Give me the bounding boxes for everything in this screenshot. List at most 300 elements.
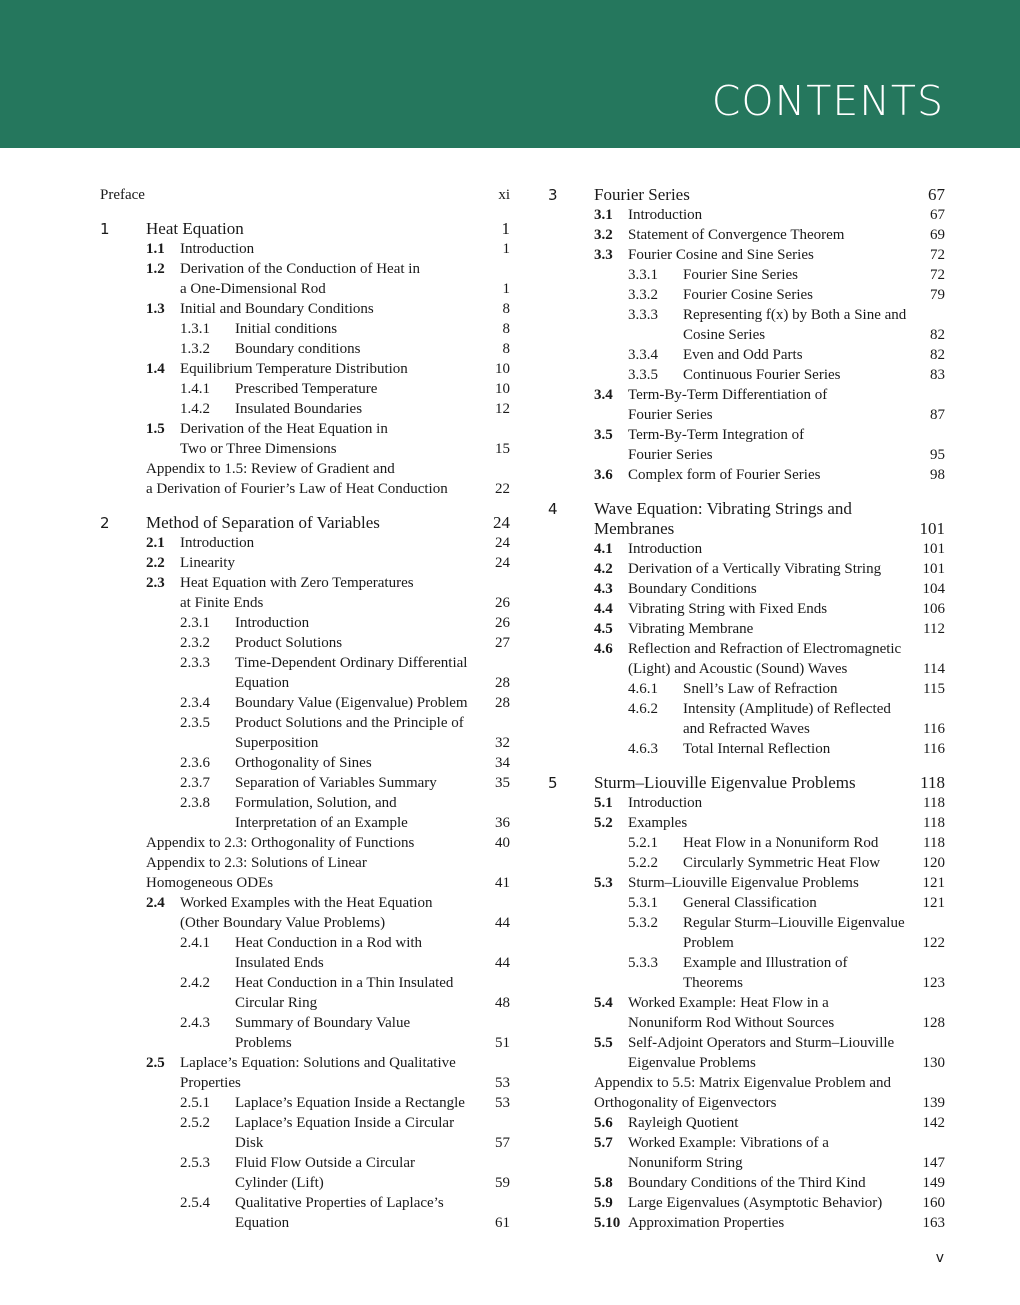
page-ref: 82 xyxy=(930,327,945,343)
section-title-continued: Two or Three Dimensions xyxy=(180,441,337,457)
subsection-title-continued: Circular Ring xyxy=(235,995,318,1011)
toc-subsection-2-5-3[interactable] xyxy=(100,1153,510,1193)
toc-section-3-3[interactable] xyxy=(548,245,945,265)
toc-subsection-4-6-1[interactable] xyxy=(548,679,945,699)
page-ref: 15 xyxy=(495,441,510,457)
page-ref: 61 xyxy=(495,1215,510,1231)
subsection-number: 2.3.3 xyxy=(180,655,210,671)
section-number: 5.1 xyxy=(594,795,613,811)
toc-subsection-1-4-2[interactable] xyxy=(100,399,510,419)
section-number: 1.3 xyxy=(146,301,165,317)
subsection-number: 3.3.5 xyxy=(628,367,658,383)
page-ref: 8 xyxy=(502,321,510,337)
section-title: Statement of Convergence Theorem xyxy=(628,227,845,243)
subsection-title: Example and Illustration of xyxy=(683,955,848,971)
subsection-title: Even and Odd Parts xyxy=(683,347,803,363)
page-ref: 41 xyxy=(495,875,510,891)
section-title: Rayleigh Quotient xyxy=(628,1115,739,1131)
section-number: 4.5 xyxy=(594,621,613,637)
subsection-title: Fluid Flow Outside a Circular xyxy=(235,1155,415,1171)
section-title-continued: Fourier Series xyxy=(628,407,713,423)
subsection-number: 2.3.5 xyxy=(180,715,210,731)
page-ref: 149 xyxy=(922,1175,945,1191)
toc-appendix[interactable] xyxy=(100,853,510,893)
chapter-number: 5 xyxy=(548,774,558,792)
toc-appendix[interactable] xyxy=(548,1073,945,1113)
subsection-title: General Classification xyxy=(683,895,817,911)
section-title-continued: (Light) and Acoustic (Sound) Waves xyxy=(628,661,848,677)
toc-subsection-2-3-6[interactable] xyxy=(100,753,510,773)
toc-section-3-2[interactable] xyxy=(548,225,945,245)
section-title-continued: Eigenvalue Problems xyxy=(628,1055,756,1071)
toc-chapter-4[interactable] xyxy=(548,499,945,539)
toc-subsection-2-3-5[interactable] xyxy=(100,713,510,753)
subsection-title: Separation of Variables Summary xyxy=(235,775,437,791)
toc-subsection-2-3-1[interactable] xyxy=(100,613,510,633)
page-ref: 114 xyxy=(923,661,945,677)
section-title: Heat Equation with Zero Temperatures xyxy=(180,575,414,591)
appendix-title: Appendix to 5.5: Matrix Eigenvalue Problem and xyxy=(594,1075,892,1091)
subsection-number: 3.3.2 xyxy=(628,287,658,303)
page-ref: 118 xyxy=(920,773,945,792)
subsection-title: Product Solutions and the Principle of xyxy=(235,715,464,731)
section-title: Boundary Conditions xyxy=(628,581,757,597)
subsection-title: Boundary conditions xyxy=(235,341,361,357)
toc-subsection-2-5-1[interactable] xyxy=(100,1093,510,1113)
section-title: Introduction xyxy=(628,207,703,223)
toc-section-3-4[interactable] xyxy=(548,385,945,425)
toc-appendix[interactable] xyxy=(100,459,510,499)
chapter-title: Method of Separation of Variables xyxy=(146,513,380,532)
section-title: Sturm–Liouville Eigenvalue Problems xyxy=(628,875,859,891)
section-title-continued: Properties xyxy=(180,1075,241,1091)
section-number: 5.6 xyxy=(594,1115,613,1131)
section-title-continued: a One-Dimensional Rod xyxy=(180,281,326,297)
subsection-number: 2.3.1 xyxy=(180,615,210,631)
section-number: 4.2 xyxy=(594,561,613,577)
section-title: Fourier Cosine and Sine Series xyxy=(628,247,814,263)
subsection-title: Heat Conduction in a Thin Insulated xyxy=(235,975,454,991)
toc-subsection-2-5-2[interactable] xyxy=(100,1113,510,1153)
header-banner xyxy=(0,0,1020,148)
subsection-number: 2.3.8 xyxy=(180,795,210,811)
toc-section-4-1[interactable] xyxy=(548,539,945,559)
section-title: Derivation of a Vertically Vibrating String xyxy=(628,561,882,577)
page-ref: 147 xyxy=(922,1155,945,1171)
section-number: 2.5 xyxy=(146,1055,165,1071)
chapter-title: Fourier Series xyxy=(594,185,690,204)
page-ref: 87 xyxy=(930,407,945,423)
section-number: 3.5 xyxy=(594,427,613,443)
page-ref: 26 xyxy=(495,615,510,631)
toc-right-column xyxy=(548,185,945,1233)
toc-chapter-2[interactable] xyxy=(100,513,510,533)
toc-section-1-4[interactable] xyxy=(100,359,510,379)
section-number: 2.1 xyxy=(146,535,165,551)
subsection-title-continued: Cosine Series xyxy=(683,327,766,343)
subsection-number: 4.6.1 xyxy=(628,681,658,697)
toc-subsection-2-5-4[interactable] xyxy=(100,1193,510,1233)
toc-left-column xyxy=(100,185,510,1233)
page-ref: 1 xyxy=(501,219,510,238)
subsection-number: 3.3.4 xyxy=(628,347,658,363)
toc-section-3-1[interactable] xyxy=(548,205,945,225)
subsection-title: Laplace’s Equation Inside a Rectangle xyxy=(235,1095,465,1111)
section-title: Large Eigenvalues (Asymptotic Behavior) xyxy=(628,1195,883,1211)
section-number: 3.6 xyxy=(594,467,613,483)
page-ref: 118 xyxy=(923,795,945,811)
section-title: Term-By-Term Integration of xyxy=(628,427,805,443)
toc-subsection-3-3-3[interactable] xyxy=(548,305,945,345)
toc-section-5-5[interactable] xyxy=(548,1033,945,1073)
section-title: Laplace’s Equation: Solutions and Qualitative xyxy=(180,1055,456,1071)
toc-section-4-5[interactable] xyxy=(548,619,945,639)
subsection-title: Introduction xyxy=(235,615,310,631)
subsection-title: Intensity (Amplitude) of Reflected xyxy=(683,701,891,717)
page-ref: 53 xyxy=(495,1095,510,1111)
toc-subsection-2-3-2[interactable] xyxy=(100,633,510,653)
subsection-title: Snell’s Law of Refraction xyxy=(683,681,838,697)
subsection-number: 2.3.4 xyxy=(180,695,210,711)
page-ref: 28 xyxy=(495,675,510,691)
subsection-number: 2.4.3 xyxy=(180,1015,210,1031)
toc-section-5-1[interactable] xyxy=(548,793,945,813)
appendix-title: Appendix to 2.3: Solutions of Linear xyxy=(146,855,367,871)
toc-section-5-7[interactable] xyxy=(548,1133,945,1173)
section-title: Introduction xyxy=(180,241,255,257)
page-ref: 24 xyxy=(495,555,510,571)
page-ref: 163 xyxy=(922,1215,945,1231)
toc-subsection-5-3-1[interactable] xyxy=(548,893,945,913)
toc-section-5-4[interactable] xyxy=(548,993,945,1033)
subsection-title-continued: Problems xyxy=(235,1035,292,1051)
section-number: 1.1 xyxy=(146,241,165,257)
section-title: Examples xyxy=(628,815,688,831)
toc-section-4-3[interactable] xyxy=(548,579,945,599)
page-ref: 128 xyxy=(922,1015,945,1031)
toc-section-4-6[interactable] xyxy=(548,639,945,679)
page-ref: 10 xyxy=(495,381,510,397)
section-title: Boundary Conditions of the Third Kind xyxy=(628,1175,866,1191)
page-ref: 32 xyxy=(495,735,510,751)
subsection-title: Laplace’s Equation Inside a Circular xyxy=(235,1115,455,1131)
subsection-number: 1.4.2 xyxy=(180,401,210,417)
page-ref: 120 xyxy=(922,855,945,871)
toc-preface[interactable] xyxy=(100,185,510,205)
subsection-title-continued: Superposition xyxy=(235,735,319,751)
section-number: 3.3 xyxy=(594,247,613,263)
section-number: 2.4 xyxy=(146,895,165,911)
toc-subsection-5-2-1[interactable] xyxy=(548,833,945,853)
subsection-title: Insulated Boundaries xyxy=(235,401,363,417)
toc-chapter-3[interactable] xyxy=(548,185,945,205)
page-ref: 10 xyxy=(495,361,510,377)
page-ref: 22 xyxy=(495,481,510,497)
toc-subsection-2-3-7[interactable] xyxy=(100,773,510,793)
toc-section-5-10[interactable] xyxy=(548,1213,945,1233)
section-number: 5.8 xyxy=(594,1175,613,1191)
toc-subsection-3-3-4[interactable] xyxy=(548,345,945,365)
section-number: 5.2 xyxy=(594,815,613,831)
section-number: 3.1 xyxy=(594,207,613,223)
page-ref: 26 xyxy=(495,595,510,611)
page-ref: 57 xyxy=(495,1135,510,1151)
subsection-number: 4.6.2 xyxy=(628,701,658,717)
chapter-title: Wave Equation: Vibrating Strings and xyxy=(594,499,852,518)
subsection-title-continued: Insulated Ends xyxy=(235,955,324,971)
subsection-title: Initial conditions xyxy=(235,321,338,337)
page-ref: 115 xyxy=(923,681,945,697)
subsection-number: 5.2.2 xyxy=(628,855,658,871)
subsection-number: 5.3.1 xyxy=(628,895,658,911)
page-ref: 67 xyxy=(930,207,945,223)
toc-section-4-4[interactable] xyxy=(548,599,945,619)
page-ref: 118 xyxy=(923,835,945,851)
section-title-continued: (Other Boundary Value Problems) xyxy=(180,915,386,931)
page-ref: 8 xyxy=(502,301,510,317)
subsection-title: Heat Conduction in a Rod with xyxy=(235,935,423,951)
page-ref: 1 xyxy=(502,281,510,297)
subsection-number: 2.5.1 xyxy=(180,1095,210,1111)
chapter-number: 2 xyxy=(100,514,110,532)
page-ref: 116 xyxy=(923,741,945,757)
page-ref: 139 xyxy=(922,1095,945,1111)
toc-section-2-3[interactable] xyxy=(100,573,510,613)
page-ref: 101 xyxy=(919,519,945,538)
subsection-title-continued: Equation xyxy=(235,1215,290,1231)
chapter-number: 1 xyxy=(100,220,110,238)
page-ref: 123 xyxy=(922,975,945,991)
page-ref: 8 xyxy=(502,341,510,357)
appendix-title-continued: Homogeneous ODEs xyxy=(146,875,274,891)
subsection-title: Orthogonality of Sines xyxy=(235,755,372,771)
toc-section-3-5[interactable] xyxy=(548,425,945,465)
section-title: Vibrating Membrane xyxy=(628,621,754,637)
subsection-number: 2.5.4 xyxy=(180,1195,210,1211)
chapter-title-continued: Membranes xyxy=(594,519,675,538)
subsection-number: 5.3.3 xyxy=(628,955,658,971)
section-title: Initial and Boundary Conditions xyxy=(180,301,374,317)
subsection-title: Boundary Value (Eigenvalue) Problem xyxy=(235,695,468,711)
subsection-title-continued: Problem xyxy=(683,935,734,951)
toc-section-2-4[interactable] xyxy=(100,893,510,933)
toc-section-2-5[interactable] xyxy=(100,1053,510,1093)
page-ref: 44 xyxy=(495,955,510,971)
subsection-title: Fourier Sine Series xyxy=(683,267,798,283)
toc-section-1-5[interactable] xyxy=(100,419,510,459)
page-ref: 79 xyxy=(930,287,945,303)
section-number: 5.10 xyxy=(594,1215,621,1231)
subsection-number: 2.3.6 xyxy=(180,755,210,771)
toc-subsection-3-3-2[interactable] xyxy=(548,285,945,305)
page-ref: 24 xyxy=(493,513,510,532)
section-number: 2.3 xyxy=(146,575,165,591)
subsection-title-continued: Interpretation of an Example xyxy=(235,815,408,831)
subsection-title: Regular Sturm–Liouville Eigenvalue xyxy=(683,915,905,931)
subsection-title: Product Solutions xyxy=(235,635,343,651)
toc-subsection-4-6-3[interactable] xyxy=(548,739,945,759)
subsection-number: 1.4.1 xyxy=(180,381,210,397)
subsection-number: 2.4.1 xyxy=(180,935,210,951)
appendix-title: Appendix to 2.3: Orthogonality of Functions xyxy=(146,835,415,851)
subsection-title: Total Internal Reflection xyxy=(683,741,831,757)
toc-subsection-1-3-2[interactable] xyxy=(100,339,510,359)
subsection-title: Qualitative Properties of Laplace’s xyxy=(235,1195,444,1211)
toc-appendix[interactable] xyxy=(100,833,510,853)
section-title: Term-By-Term Differentiation of xyxy=(628,387,828,403)
toc-section-5-8[interactable] xyxy=(548,1173,945,1193)
toc-section-2-2[interactable] xyxy=(100,553,510,573)
page-ref: 104 xyxy=(922,581,945,597)
subsection-title: Heat Flow in a Nonuniform Rod xyxy=(683,835,879,851)
subsection-title-continued: Theorems xyxy=(683,975,743,991)
toc-subsection-5-3-3[interactable] xyxy=(548,953,945,993)
subsection-title: Time-Dependent Ordinary Differential xyxy=(235,655,468,671)
page-ref: 59 xyxy=(495,1175,510,1191)
page-ref: 44 xyxy=(495,915,510,931)
subsection-number: 3.3.3 xyxy=(628,307,658,323)
subsection-number: 4.6.3 xyxy=(628,741,658,757)
subsection-number: 3.3.1 xyxy=(628,267,658,283)
toc-subsection-2-3-4[interactable] xyxy=(100,693,510,713)
section-number: 1.5 xyxy=(146,421,165,437)
subsection-number: 5.3.2 xyxy=(628,915,658,931)
section-number: 3.2 xyxy=(594,227,613,243)
page-ref: 98 xyxy=(930,467,945,483)
toc-section-1-2[interactable] xyxy=(100,259,510,299)
toc-chapter-5[interactable] xyxy=(548,773,945,793)
toc-section-1-1[interactable] xyxy=(100,239,510,259)
toc-subsection-5-2-2[interactable] xyxy=(548,853,945,873)
section-title: Worked Example: Heat Flow in a xyxy=(628,995,829,1011)
page-ref: 142 xyxy=(922,1115,945,1131)
subsection-number: 1.3.2 xyxy=(180,341,210,357)
section-number: 4.3 xyxy=(594,581,613,597)
toc-subsection-3-3-1[interactable] xyxy=(548,265,945,285)
toc-subsection-2-4-3[interactable] xyxy=(100,1013,510,1053)
toc-chapter-1[interactable] xyxy=(100,219,510,239)
section-number: 3.4 xyxy=(594,387,613,403)
section-number: 2.2 xyxy=(146,555,165,571)
toc-subsection-5-3-2[interactable] xyxy=(548,913,945,953)
section-title-continued: Nonuniform Rod Without Sources xyxy=(628,1015,835,1031)
section-number: 5.5 xyxy=(594,1035,613,1051)
section-title: Worked Examples with the Heat Equation xyxy=(180,895,433,911)
section-number: 5.7 xyxy=(594,1135,613,1151)
page-ref: 48 xyxy=(495,995,510,1011)
page-ref: 112 xyxy=(923,621,945,637)
section-title: Equilibrium Temperature Distribution xyxy=(180,361,408,377)
section-title-continued: Nonuniform String xyxy=(628,1155,743,1171)
subsection-title-continued: Equation xyxy=(235,675,290,691)
section-title: Introduction xyxy=(628,795,703,811)
section-title: Linearity xyxy=(180,555,235,571)
section-number: 4.6 xyxy=(594,641,613,657)
section-number: 1.4 xyxy=(146,361,165,377)
page-ref: 72 xyxy=(930,247,945,263)
appendix-title-continued: a Derivation of Fourier’s Law of Heat Conduction xyxy=(146,481,448,497)
subsection-title: Representing f(x) by Both a Sine and xyxy=(683,307,907,323)
page-number: v xyxy=(935,1250,944,1266)
page-ref: 67 xyxy=(928,185,945,204)
subsection-number: 1.3.1 xyxy=(180,321,210,337)
toc-subsection-4-6-2[interactable] xyxy=(548,699,945,739)
section-title: Vibrating String with Fixed Ends xyxy=(628,601,828,617)
toc-subsection-2-3-8[interactable] xyxy=(100,793,510,833)
page-ref: 83 xyxy=(930,367,945,383)
page-ref: 53 xyxy=(495,1075,510,1091)
page-ref: 121 xyxy=(922,895,945,911)
toc-section-4-2[interactable] xyxy=(548,559,945,579)
toc-subsection-3-3-5[interactable] xyxy=(548,365,945,385)
subsection-number: 2.3.7 xyxy=(180,775,210,791)
subsection-number: 2.3.2 xyxy=(180,635,210,651)
page-ref: 95 xyxy=(930,447,945,463)
page-ref: 24 xyxy=(495,535,510,551)
page-ref: 160 xyxy=(922,1195,945,1211)
page-ref: 121 xyxy=(922,875,945,891)
toc-section-5-6[interactable] xyxy=(548,1113,945,1133)
section-number: 5.9 xyxy=(594,1195,613,1211)
section-number: 5.3 xyxy=(594,875,613,891)
page-ref: 106 xyxy=(922,601,945,617)
toc-section-3-6[interactable] xyxy=(548,465,945,485)
page-ref: 40 xyxy=(495,835,510,851)
preface-title: Preface xyxy=(100,187,145,203)
section-number: 5.4 xyxy=(594,995,613,1011)
chapter-title: Heat Equation xyxy=(146,219,244,238)
section-title: Approximation Properties xyxy=(628,1215,785,1231)
toc-subsection-2-3-3[interactable] xyxy=(100,653,510,693)
page-ref: 72 xyxy=(930,267,945,283)
subsection-title: Continuous Fourier Series xyxy=(683,367,841,383)
subsection-number: 2.5.2 xyxy=(180,1115,210,1131)
appendix-title-continued: Orthogonality of Eigenvectors xyxy=(594,1095,777,1111)
toc-section-1-3[interactable] xyxy=(100,299,510,319)
chapter-number: 3 xyxy=(548,186,558,204)
toc-section-2-1[interactable] xyxy=(100,533,510,553)
toc-section-5-3[interactable] xyxy=(548,873,945,893)
section-title: Derivation of the Conduction of Heat in xyxy=(180,261,420,277)
toc-subsection-2-4-2[interactable] xyxy=(100,973,510,1013)
page-ref: 130 xyxy=(922,1055,945,1071)
page-ref: 27 xyxy=(495,635,510,651)
subsection-title-continued: Disk xyxy=(235,1135,264,1151)
section-number: 4.4 xyxy=(594,601,613,617)
page-ref: 12 xyxy=(495,401,510,417)
page-ref: xi xyxy=(498,187,510,203)
page-ref: 35 xyxy=(495,775,510,791)
toc-section-5-2[interactable] xyxy=(548,813,945,833)
section-title: Reflection and Refraction of Electromagnetic xyxy=(628,641,902,657)
toc-subsection-2-4-1[interactable] xyxy=(100,933,510,973)
chapter-number: 4 xyxy=(548,500,558,518)
page-ref: 118 xyxy=(923,815,945,831)
toc-section-5-9[interactable] xyxy=(548,1193,945,1213)
subsection-number: 2.4.2 xyxy=(180,975,210,991)
page-title: CONTENTS xyxy=(711,77,944,125)
subsection-number: 2.5.3 xyxy=(180,1155,210,1171)
section-title: Derivation of the Heat Equation in xyxy=(180,421,388,437)
section-number: 4.1 xyxy=(594,541,613,557)
section-title: Complex form of Fourier Series xyxy=(628,467,821,483)
subsection-title: Fourier Cosine Series xyxy=(683,287,813,303)
subsection-title: Formulation, Solution, and xyxy=(235,795,397,811)
toc-subsection-1-4-1[interactable] xyxy=(100,379,510,399)
section-number: 1.2 xyxy=(146,261,165,277)
toc-subsection-1-3-1[interactable] xyxy=(100,319,510,339)
page-ref: 122 xyxy=(922,935,945,951)
